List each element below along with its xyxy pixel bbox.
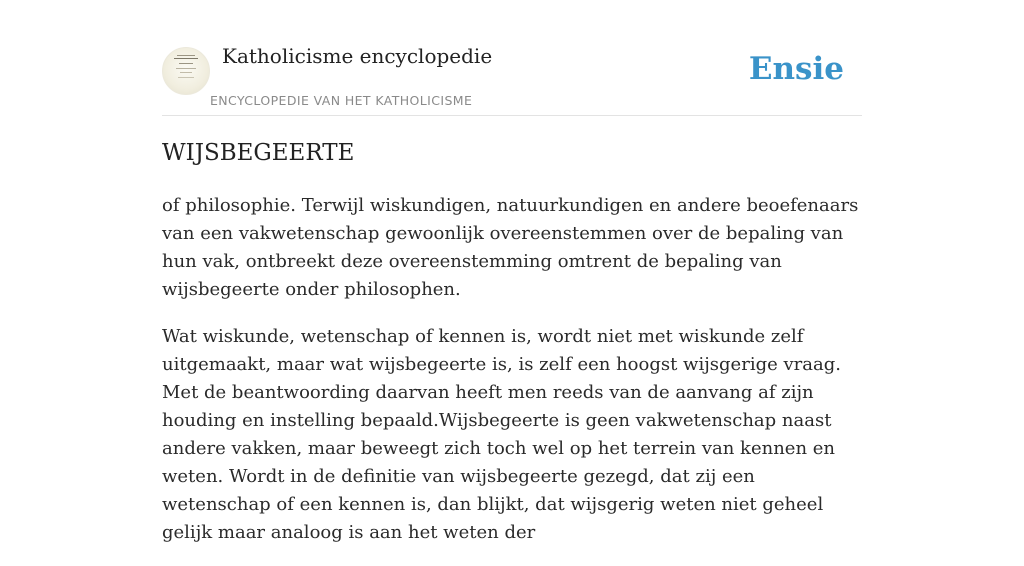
entry-title: WIJSBEGEERTE [162, 140, 355, 166]
book-subtitle: ENCYCLOPEDIE VAN HET KATHOLICISME [210, 93, 473, 108]
ensie-logo-link[interactable]: Ensie [748, 51, 844, 87]
book-title-link[interactable]: Katholicisme encyclopedie [222, 44, 493, 68]
content-column [162, 0, 862, 543]
entry-body [162, 192, 862, 566]
entry-paragraph: Wat wiskunde, wetenschap of kennen is, wordt niet met wiskunde zelf uitgemaakt, maar wat wijsbegeerte is, is zelf een hoogst wijsgerige vraag. Met de beantwoording daarvan heeft men reeds van de aanvang af zijn houding en instelling bepaald.Wijsbegeerte is geen vakwetenschap naast andere vakken, maar beweegt zich toch wel op het terrein van kennen en weten. Wordt in de definitie van wijsbegeerte gezegd, dat zij een wetenschap of een kennen is, dan blijkt, dat wijsgerig weten niet geheel gelijk maar analoog is aan het weten der [162, 326, 841, 543]
site-header [162, 0, 862, 116]
book-cover-thumbnail[interactable] [162, 47, 210, 95]
entry-paragraph: of philosophie. Terwijl wiskundigen, natuurkundigen en andere beoefenaars van een vakwetenschap gewoonlijk overeenstemmen over de bepaling van hun vak, ontbreekt deze overeenstemming omtrent de bepaling van wijsbegeerte onder philosophen. [162, 195, 859, 300]
